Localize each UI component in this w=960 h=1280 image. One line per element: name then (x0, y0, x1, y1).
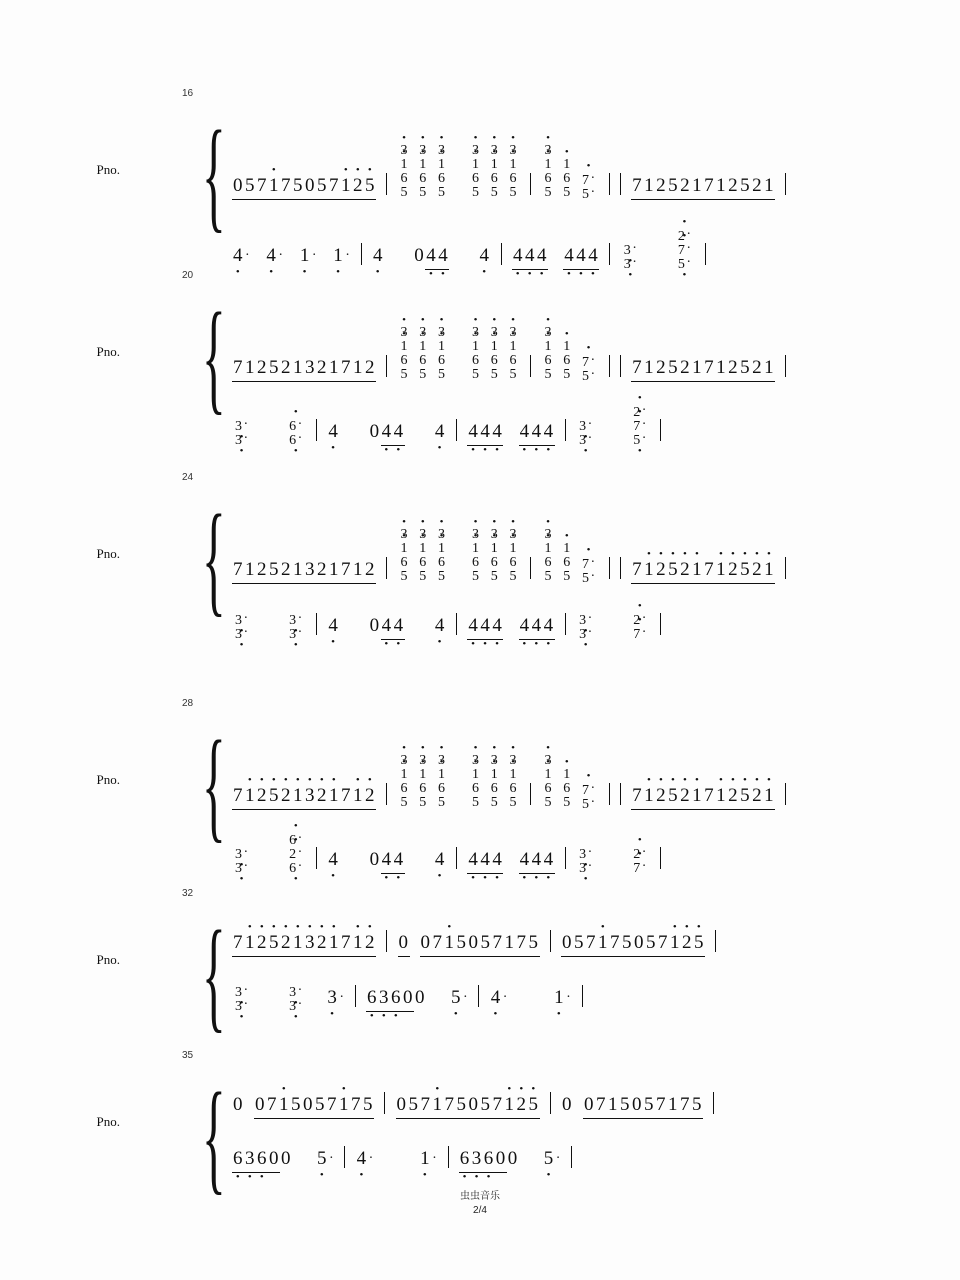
right-hand-line: 0 0 7 1 • 5 0 5 7 1 • 7 5 0 5 7 1 • 7 5 0 5 7 1 • 2 • 5 • 0 0 7 1 5 0 5 7 1 7 5 (232, 1092, 719, 1119)
measure-number: 35 (182, 1050, 194, 1061)
left-hand-line: • 3· • 3· 6· • • 6· • 4 0 • 4 • 4 • 4 • 4 • 4 • 4 • 4 • 4 • 4 • 3· • 3· 2· • 7· • • 5· (232, 404, 666, 446)
right-hand-line: 7 1 • 2 • 5 • 2 • 1 • 3 • 2 • 1 • 7 1 • 2 • 3 • 1 • 6 5 3 • 1 • 6 5 3 • 1 • 6 5 3 • 1 • 6 5 3 • 1 • 6 5 3 • 1 • 6 5 3 • 1 • 6 5 1 • 6 5 7· • 5· 7 1 • 2 • 5 • 2 • 1 • 7 1 • 2 • 5 • 2 • 1 • (232, 754, 791, 810)
watermark-text: 虫虫音乐 (460, 1191, 500, 1202)
right-hand-line: 7 1 2 5 2 1 3 2 1 7 1 2 3 • 1 • 6 5 3 • 1 • 6 5 3 • 1 • 6 5 3 • 1 • 6 5 3 • 1 • 6 5 3 • 1 • 6 5 3 • 1 • 6 5 1 • 6 5 7· • 5· 7 1 2 5 2 1 7 1 2 5 2 1 (232, 326, 791, 382)
instrument-label: Pno. (96, 772, 120, 787)
measure-number: 28 (182, 698, 194, 709)
left-hand-line: • 4 · • 4 · • 1 · • 1 · • 4 0 • 4 • 4 • 4 • 4 • 4 • 4 • 4 • 4 • 4 • 3· • 3· 2· • 7· • • 5· (232, 228, 711, 270)
brace-icon: { (202, 716, 226, 856)
measure-number: 32 (182, 888, 194, 899)
left-hand-line: • 3· • 3· 6· • 2· • • 6· • 4 0 • 4 • 4 • 4 • 4 • 4 • 4 • 4 • 4 • 4 • 3· • 3· 2· • 7· • (232, 832, 666, 874)
right-hand-line: 7 1 • 2 • 5 • 2 • 1 • 3 • 2 • 1 • 7 1 • 2 • 0 0 7 1 • 5 0 5 7 1 7 5 0 5 7 1 • 7 5 0 5 7 1 • 2 • 5 • (232, 930, 721, 957)
measure-number: 24 (182, 472, 194, 483)
instrument-label: Pno. (96, 162, 120, 177)
left-hand-line: • 3· • 3· • 3· • 3· • 3 · • 6 • 3 • 6 0 0 • 5 · • 4 · • 1 · (232, 984, 588, 1012)
instrument-label: Pno. (96, 1114, 120, 1129)
brace-icon: { (202, 906, 226, 1046)
brace-icon: { (202, 490, 226, 630)
left-hand-line: • 6 • 3 • 6 0 0 • 5 · • 4 · • 1 · • 6 • 3 • 6 0 0 • 5 · (232, 1146, 577, 1173)
brace-icon: { (202, 288, 226, 428)
page-footer (0, 1190, 960, 1217)
right-hand-line: 0 5 7 1 • 7 5 0 5 7 1 • 2 • 5 • 3 • 1 • 6 5 3 • 1 • 6 5 3 • 1 • 6 5 3 • 1 • 6 5 3 • 1 • 6 5 3 • 1 • 6 5 3 • 1 • 6 5 1 • 6 5 7· • 5· 7 1 2 5 2 1 7 1 2 5 2 1 (232, 144, 791, 200)
right-hand-line: 7 1 2 5 2 1 3 2 1 7 1 2 3 • 1 • 6 5 3 • 1 • 6 5 3 • 1 • 6 5 3 • 1 • 6 5 3 • 1 • 6 5 3 • 1 • 6 5 3 • 1 • 6 5 1 • 6 5 7· • 5· 7 1 • 2 • 5 • 2 • 1 • 7 1 • 2 • 5 • 2 • 1 • (232, 528, 791, 584)
page-number: 2/4 (473, 1204, 487, 1216)
brace-icon: { (202, 106, 226, 246)
left-hand-line: • 3· • 3· • 3· • 3· • 4 0 • 4 • 4 • 4 • 4 • 4 • 4 • 4 • 4 • 4 • 3· • 3· 2· • 7· • (232, 612, 666, 640)
instrument-label: Pno. (96, 952, 120, 967)
instrument-label: Pno. (96, 344, 120, 359)
measure-number: 16 (182, 88, 194, 99)
instrument-label: Pno. (96, 546, 120, 561)
brace-icon: { (202, 1068, 226, 1208)
measure-number: 20 (182, 270, 194, 281)
